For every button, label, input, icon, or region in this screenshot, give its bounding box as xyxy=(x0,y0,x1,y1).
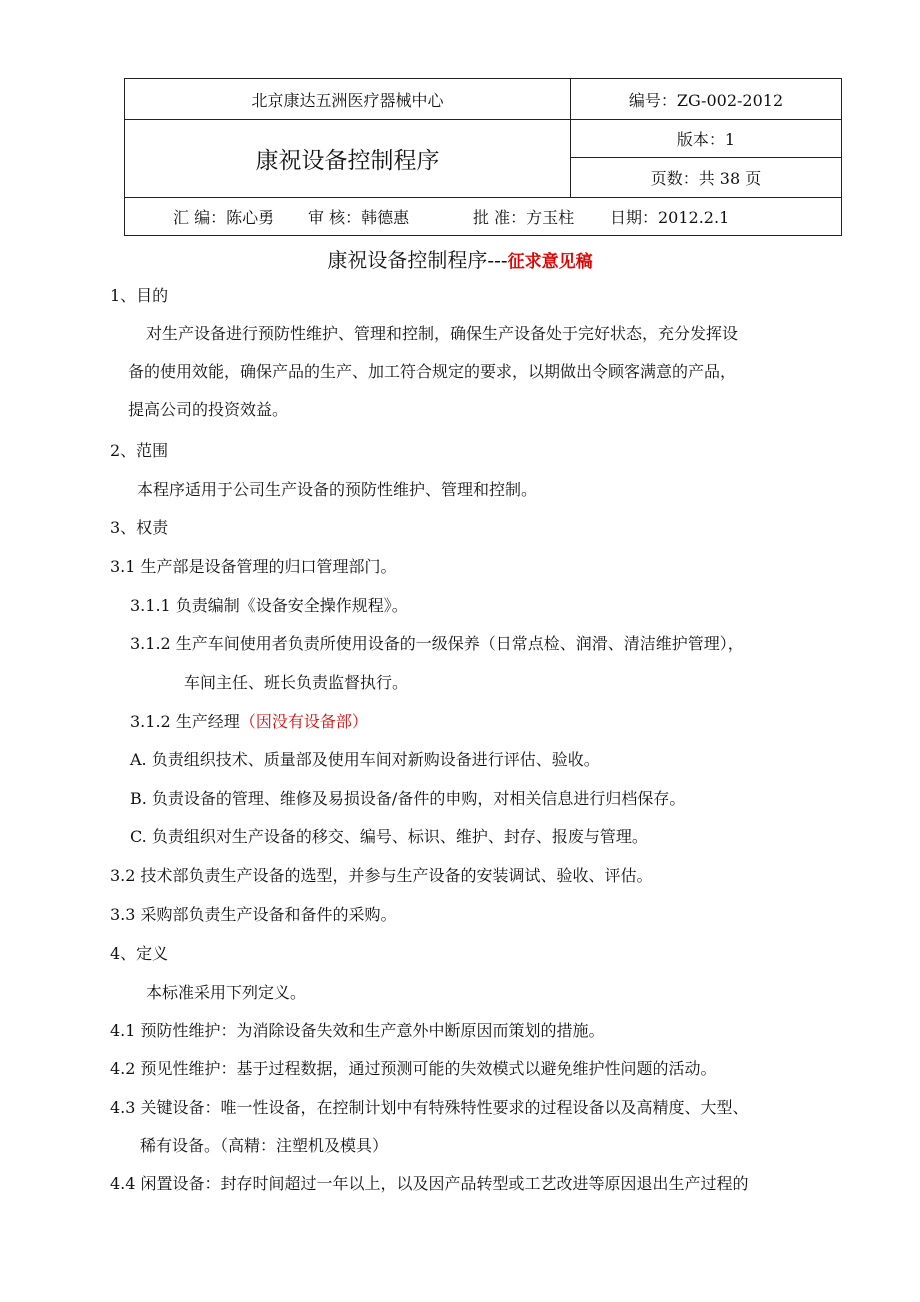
compiler: 汇 编：陈心勇 xyxy=(173,208,275,227)
section-heading: 3、权责 xyxy=(110,518,169,537)
issue-date: 日期：2012.2.1 xyxy=(610,208,730,227)
paragraph-line: 对生产设备进行预防性维护、管理和控制，确保生产设备处于完好状态，充分发挥设 xyxy=(146,324,739,343)
clause: 4.4 闲置设备：封存时间超过一年以上，以及因产品转型或工艺改进等原因退出生产过程的 xyxy=(110,1174,749,1193)
clause: 4.3 关键设备：唯一性设备，在控制计划中有特殊特性要求的过程设备以及高精度、大型、 xyxy=(110,1098,749,1117)
document-code: 编号：ZG-002-2012 xyxy=(628,90,784,110)
clause: 3.1 生产部是设备管理的归口管理部门。 xyxy=(110,557,397,576)
approver: 批 准：方玉柱 xyxy=(473,208,575,227)
document-title xyxy=(0,244,920,273)
list-item: C. 负责组织对生产设备的移交、编号、标识、维护、封存、报废与管理。 xyxy=(130,827,648,846)
section-heading: 1、目的 xyxy=(110,286,169,305)
page-count: 页数：共 38 页 xyxy=(650,168,762,188)
version-number: 版本：1 xyxy=(676,129,736,149)
clause-continuation: 车间主任、班长负责监督执行。 xyxy=(184,673,409,692)
clause-label: 3.1.2 生产经理 xyxy=(130,712,240,731)
section-heading: 4、定义 xyxy=(110,944,169,963)
clause: 4.2 预见性维护：基于过程数据，通过预测可能的失效模式以避免维护性问题的活动。 xyxy=(110,1059,717,1078)
list-item: B. 负责设备的管理、维修及易损设备/备件的申购，对相关信息进行归档保存。 xyxy=(130,789,686,808)
clause: 4.1 预防性维护：为消除设备失效和生产意外中断原因而策划的措施。 xyxy=(110,1021,605,1040)
signature-row xyxy=(125,197,842,236)
clause xyxy=(130,712,368,732)
paragraph-line: 提高公司的投资效益。 xyxy=(128,400,289,419)
document-title-main: 康祝设备控制程序--- xyxy=(327,248,508,272)
draft-label: 征求意见稿 xyxy=(507,252,593,272)
company-name: 北京康达五洲医疗器械中心 xyxy=(251,90,444,110)
clause: 3.3 采购部负责生产设备和备件的采购。 xyxy=(110,905,397,924)
reviewer: 审 核：韩德惠 xyxy=(308,208,410,227)
clause: 3.1.1 负责编制《设备安全操作规程》。 xyxy=(130,596,408,615)
clause-continuation: 稀有设备。（高精：注塑机及模具） xyxy=(140,1136,389,1155)
procedure-title: 康祝设备控制程序 xyxy=(255,147,440,174)
paragraph-line: 本标准采用下列定义。 xyxy=(146,983,307,1002)
list-item: A. 负责组织技术、质量部及使用车间对新购设备进行评估、验收。 xyxy=(130,750,600,769)
clause-note: （因没有设备部） xyxy=(239,712,368,731)
paragraph-line: 本程序适用于公司生产设备的预防性维护、管理和控制。 xyxy=(137,480,538,499)
clause: 3.2 技术部负责生产设备的选型，并参与生产设备的安装调试、验收、评估。 xyxy=(110,866,653,885)
paragraph-line: 备的使用效能，确保产品的生产、加工符合规定的要求，以期做出令顾客满意的产品， xyxy=(128,362,737,381)
section-heading: 2、范围 xyxy=(110,441,169,460)
clause: 3.1.2 生产车间使用者负责所使用设备的一级保养（日常点检、润滑、清洁维护管理）， xyxy=(130,634,744,653)
header-table xyxy=(124,78,842,236)
